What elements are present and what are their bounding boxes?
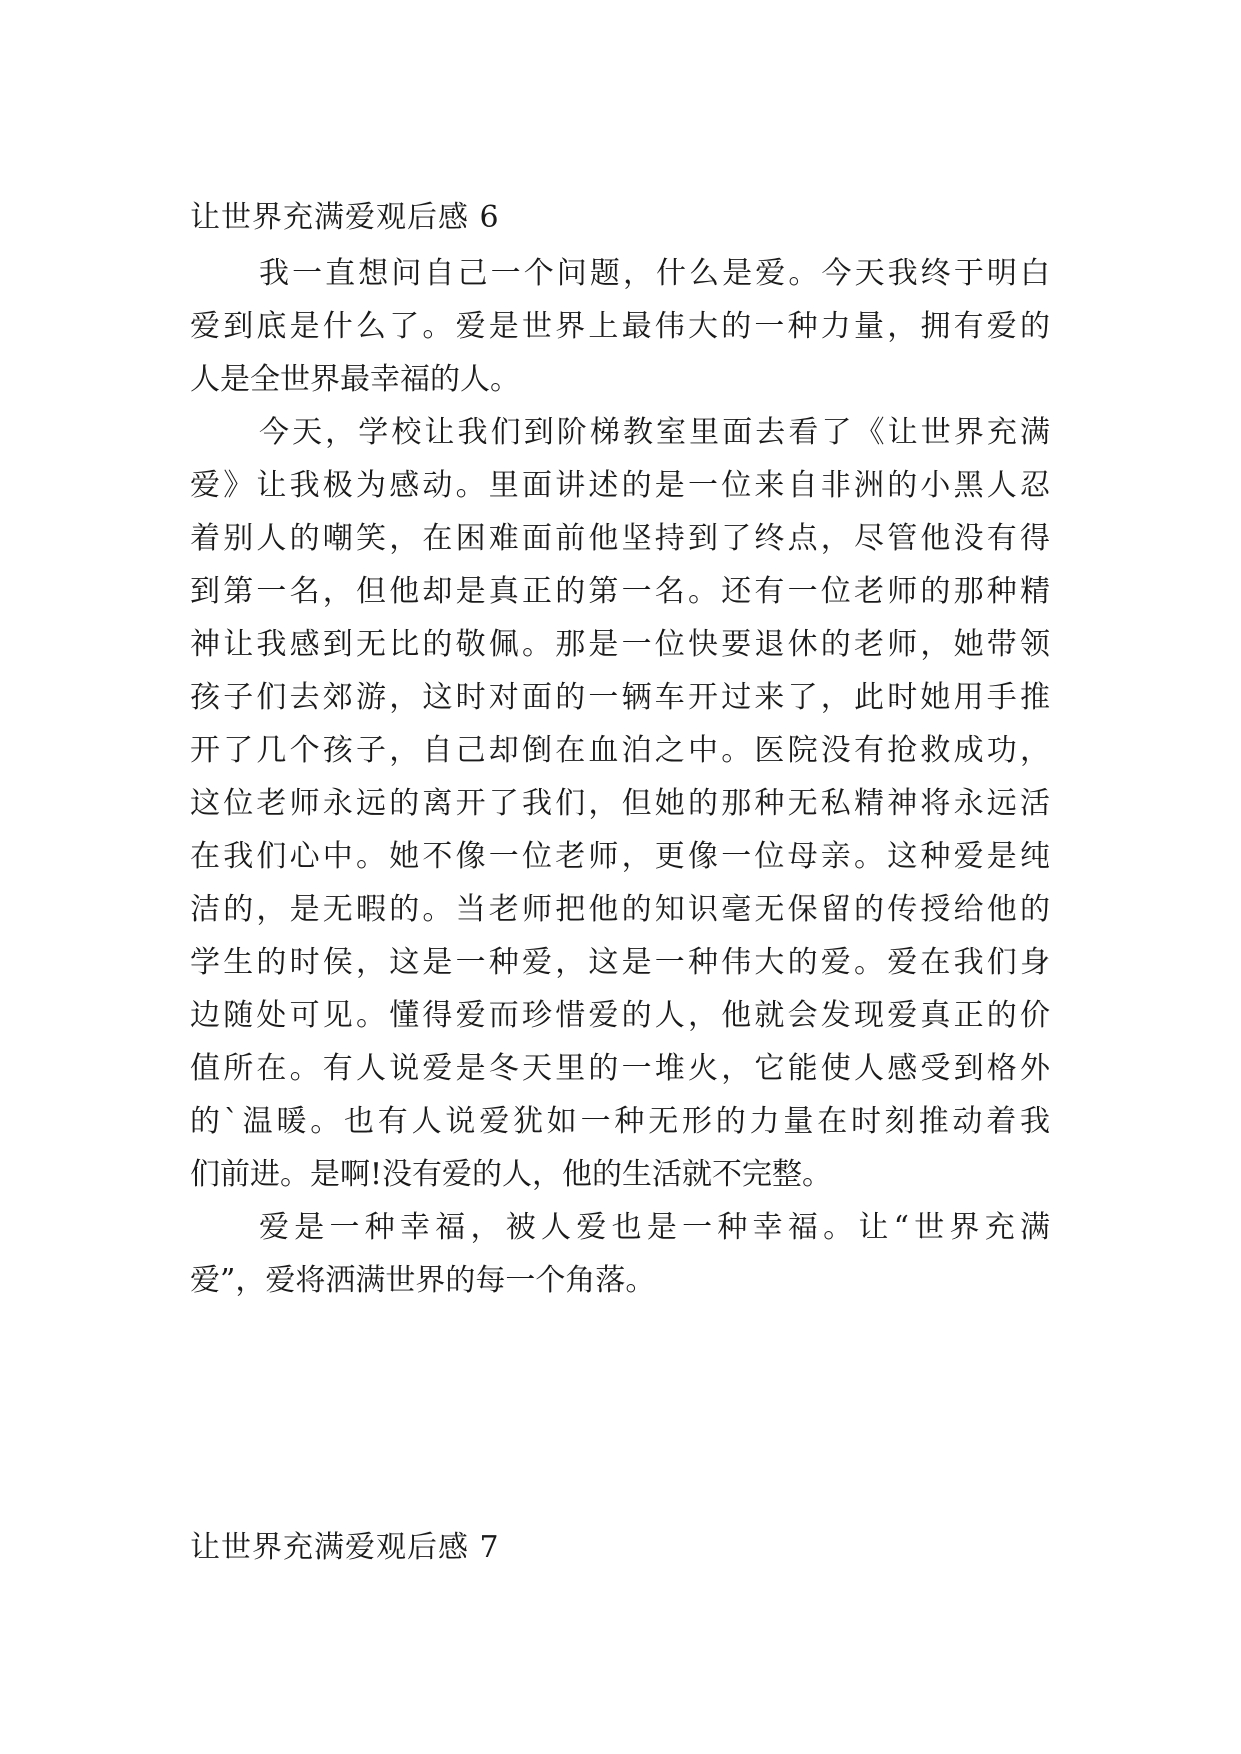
section-heading: 让世界充满爱观后感 7 — [190, 1530, 500, 1565]
paragraph-line: 爱》让我极为感动。里面讲述的是一位来自非洲的小黑人忍 — [190, 468, 1050, 503]
paragraph-line: 孩子们去郊游，这时对面的一辆车开过来了，此时她用手推 — [190, 680, 1050, 715]
paragraph-line: 爱到底是什么了。爱是世界上最伟大的一种力量，拥有爱的 — [190, 309, 1050, 344]
paragraph-line: 我一直想问自己一个问题，什么是爱。今天我终于明白 — [259, 256, 1050, 291]
paragraph-line: 学生的时侯，这是一种爱，这是一种伟大的爱。爱在我们身 — [190, 945, 1050, 980]
paragraph-line: 神让我感到无比的敬佩。那是一位快要退休的老师，她带领 — [190, 627, 1050, 662]
paragraph-line: 洁的，是无暇的。当老师把他的知识毫无保留的传授给他的 — [190, 892, 1050, 927]
paragraph-line: 开了几个孩子，自己却倒在血泊之中。医院没有抢救成功， — [190, 733, 1050, 768]
paragraph-line: 值所在。有人说爱是冬天里的一堆火，它能使人感受到格外 — [190, 1051, 1050, 1086]
paragraph-line: 的`温暖。也有人说爱犹如一种无形的力量在时刻推动着我 — [190, 1104, 1050, 1139]
paragraph-line: 们前进。是啊!没有爱的人，他的生活就不完整。 — [190, 1157, 833, 1192]
paragraph-line: 人是全世界最幸福的人。 — [190, 362, 520, 397]
section-heading: 让世界充满爱观后感 6 — [190, 200, 500, 235]
paragraph-line: 在我们心中。她不像一位老师，更像一位母亲。这种爱是纯 — [190, 839, 1050, 874]
paragraph-line: 到第一名，但他却是真正的第一名。还有一位老师的那种精 — [190, 574, 1050, 609]
paragraph-line: 爱”，爱将洒满世界的每一个角落。 — [190, 1263, 656, 1298]
paragraph-line: 爱是一种幸福，被人爱也是一种幸福。让“世界充满 — [259, 1210, 1050, 1245]
paragraph-line: 今天，学校让我们到阶梯教室里面去看了《让世界充满 — [259, 415, 1050, 450]
paragraph-line: 着别人的嘲笑，在困难面前他坚持到了终点，尽管他没有得 — [190, 521, 1050, 556]
paragraph-line: 这位老师永远的离开了我们，但她的那种无私精神将永远活 — [190, 786, 1050, 821]
paragraph-line: 边随处可见。懂得爱而珍惜爱的人，他就会发现爱真正的价 — [190, 998, 1050, 1033]
